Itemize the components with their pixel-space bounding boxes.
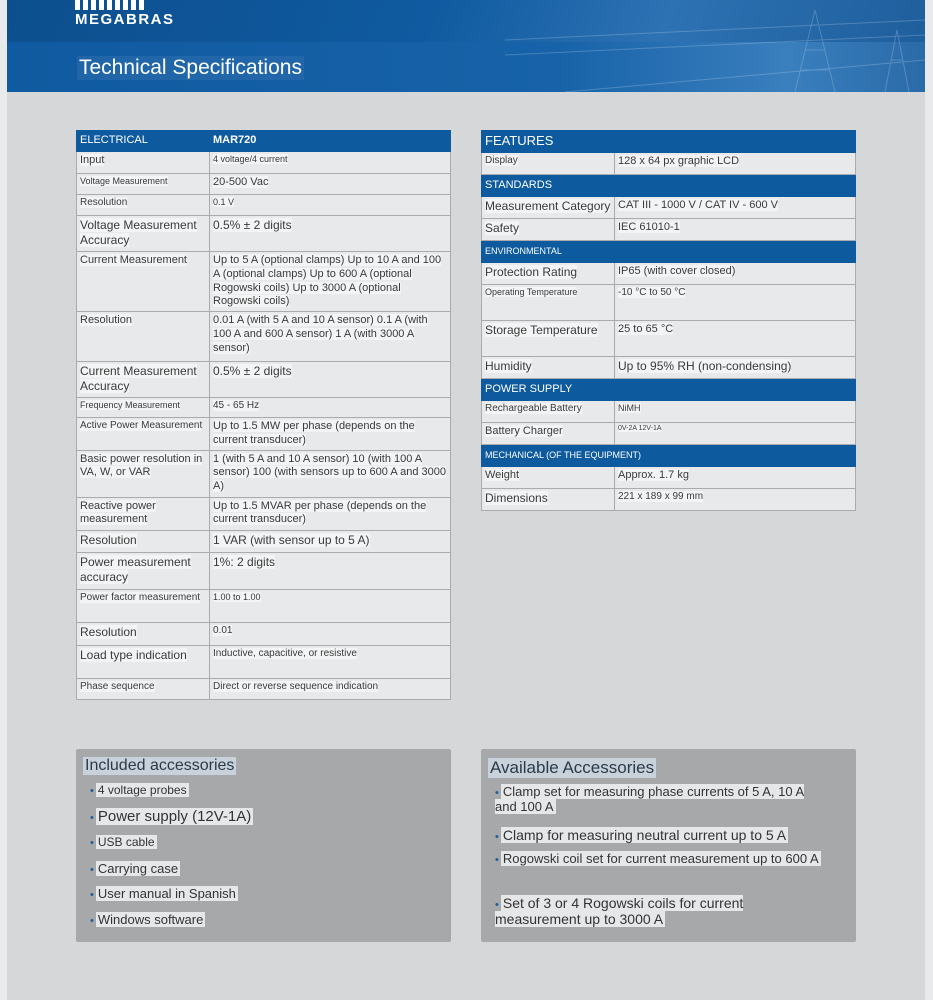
spec-value-cell bbox=[615, 285, 856, 321]
spec-value: 45 - 65 Hz bbox=[213, 400, 260, 411]
included-accessories-panel bbox=[76, 749, 451, 942]
spec-value: Inductive, capacitive, or resistive bbox=[213, 647, 357, 659]
section-title: FEATURES bbox=[485, 133, 554, 149]
spec-value: 0V-2A 12V-1A bbox=[618, 425, 662, 432]
bullet-icon: • bbox=[495, 787, 499, 799]
spec-value-cell bbox=[615, 467, 856, 489]
spec-label-cell bbox=[77, 362, 210, 398]
list-item bbox=[90, 835, 157, 849]
table-row bbox=[77, 418, 451, 451]
section-header-row bbox=[482, 175, 856, 197]
table-row bbox=[482, 467, 856, 489]
spec-value-cell bbox=[210, 589, 451, 622]
accessory-text: Power supply (12V-1A) bbox=[97, 808, 252, 825]
spec-value: 0.01 bbox=[213, 624, 233, 636]
accessory-text: 4 voltage probes bbox=[97, 783, 187, 797]
spec-value-cell bbox=[210, 530, 451, 552]
accessory-text: Carrying case bbox=[97, 861, 179, 876]
spec-value: Up to 1.5 MVAR per phase (depends on the current transducer) bbox=[213, 499, 427, 526]
table-row bbox=[482, 153, 856, 175]
spec-value: 1 (with 5 A and 10 A sensor) 10 (with 100 A sensor) 100 (with sensors up to 600 A and 3000 A) bbox=[213, 452, 446, 492]
table-row bbox=[482, 423, 856, 445]
table-row bbox=[482, 219, 856, 241]
spec-value: Up to 5 A (optional clamps) Up to 10 A and 100 A (optional clamps) Up to 600 A (optional Rogowski coils) Up to 3000 A (optional Rogowski coils) bbox=[213, 254, 442, 308]
spec-value: Approx. 1.7 kg bbox=[618, 469, 689, 481]
spec-label-cell bbox=[77, 450, 210, 497]
spec-value-cell bbox=[210, 552, 451, 589]
spec-value: 20-500 Vac bbox=[213, 176, 269, 188]
spec-value: 0.5% ± 2 digits bbox=[213, 364, 292, 378]
spec-label: Protection Rating bbox=[485, 265, 578, 279]
spec-label: Weight bbox=[485, 469, 520, 481]
spec-label-cell bbox=[77, 195, 210, 216]
spec-value: NiMH bbox=[618, 403, 641, 413]
spec-value: IP65 (with cover closed) bbox=[618, 265, 736, 277]
spec-value-cell bbox=[615, 219, 856, 241]
spec-value-cell bbox=[210, 398, 451, 418]
accessory-text: Rogowski coil set for current measurement up to 600 A bbox=[502, 851, 819, 866]
table-row bbox=[482, 357, 856, 379]
spec-label-cell bbox=[77, 645, 210, 678]
section-title: ENVIRONMENTAL bbox=[485, 245, 562, 256]
page-title: Technical Specifications bbox=[79, 56, 302, 79]
spec-value-cell bbox=[210, 195, 451, 216]
spec-label: Phase sequence bbox=[80, 680, 155, 692]
spec-label: Voltage Measurement Accuracy bbox=[80, 218, 197, 247]
table-row bbox=[77, 622, 451, 645]
spec-label: Input bbox=[80, 154, 105, 166]
table-row bbox=[482, 263, 856, 285]
section-header-cell bbox=[482, 175, 856, 197]
section-title: POWER SUPPLY bbox=[485, 382, 573, 395]
spec-label: Resolution bbox=[80, 624, 137, 639]
spec-value-cell bbox=[615, 197, 856, 219]
spec-label: Operating Temperature bbox=[485, 287, 578, 297]
spec-label: Rechargeable Battery bbox=[485, 403, 582, 414]
section-header-cell bbox=[482, 379, 856, 401]
bullet-icon: • bbox=[90, 915, 94, 927]
table-row bbox=[77, 398, 451, 418]
spec-label-cell bbox=[482, 357, 615, 379]
spec-value-cell bbox=[210, 497, 451, 530]
available-accessories-title: Available Accessories bbox=[490, 758, 655, 777]
spec-value: 1.00 to 1.00 bbox=[213, 591, 261, 602]
accessory-text: Set of 3 or 4 Rogowski coils for current measurement up to 3000 A bbox=[495, 895, 744, 927]
spec-value-cell bbox=[615, 489, 856, 511]
spec-label-cell bbox=[482, 197, 615, 219]
table-row bbox=[482, 197, 856, 219]
spec-value-cell bbox=[210, 152, 451, 174]
table-row bbox=[77, 174, 451, 195]
table-row bbox=[77, 450, 451, 497]
spec-label-cell bbox=[77, 497, 210, 530]
spec-label: Dimensions bbox=[485, 491, 548, 505]
table-header-row bbox=[77, 131, 451, 152]
spec-label-cell bbox=[77, 678, 210, 699]
bullet-icon: • bbox=[90, 889, 94, 901]
logo-bars-icon bbox=[75, 0, 175, 10]
spec-value: IEC 61010-1 bbox=[618, 221, 680, 233]
header-banner bbox=[7, 0, 925, 92]
spec-label-cell bbox=[482, 321, 615, 357]
spec-label-cell bbox=[77, 418, 210, 451]
spec-value-cell bbox=[210, 645, 451, 678]
table-header-cell bbox=[77, 131, 210, 152]
spec-value: -10 °C to 50 °C bbox=[618, 287, 686, 298]
spec-label-cell bbox=[77, 312, 210, 362]
spec-value: 25 to 65 °C bbox=[618, 323, 674, 335]
section-header-row bbox=[482, 445, 856, 467]
spec-value-cell bbox=[210, 216, 451, 252]
spec-label-cell bbox=[482, 153, 615, 175]
spec-label: Safety bbox=[485, 221, 520, 235]
spec-label: Power measurement accuracy bbox=[80, 554, 191, 584]
spec-value-cell bbox=[210, 174, 451, 195]
spec-label: Resolution bbox=[80, 532, 137, 547]
table-row bbox=[77, 312, 451, 362]
section-header-cell bbox=[482, 131, 856, 153]
spec-value: 1%: 2 digits bbox=[213, 554, 276, 569]
table-row bbox=[77, 195, 451, 216]
spec-label: Reactive power measurement bbox=[80, 499, 156, 526]
table-row bbox=[77, 645, 451, 678]
features-spec-table bbox=[481, 130, 856, 511]
list-item bbox=[90, 808, 253, 825]
table-row bbox=[77, 362, 451, 398]
spec-label-cell bbox=[77, 252, 210, 312]
table-row bbox=[77, 252, 451, 312]
spec-value-cell bbox=[210, 312, 451, 362]
spec-label: Active Power Measurement bbox=[80, 420, 203, 431]
table-row bbox=[77, 530, 451, 552]
table-row bbox=[77, 552, 451, 589]
spec-value-cell bbox=[210, 362, 451, 398]
spec-label-cell bbox=[77, 216, 210, 252]
spec-label: Display bbox=[485, 155, 518, 166]
included-accessories-title: Included accessories bbox=[85, 757, 235, 774]
spec-label-cell bbox=[482, 489, 615, 511]
spec-value: 1 VAR (with sensor up to 5 A) bbox=[213, 532, 370, 547]
accessory-text: Clamp set for measuring phase currents of 5 A, 10 A and 100 A bbox=[495, 784, 805, 814]
spec-label: Measurement Category bbox=[485, 199, 611, 213]
spec-value: 0.1 V bbox=[213, 197, 235, 207]
accessory-text: Clamp for measuring neutral current up to 5 A bbox=[502, 827, 787, 843]
bullet-icon: • bbox=[495, 854, 499, 866]
spec-label: Current Measurement bbox=[80, 254, 187, 266]
spec-label: Load type indication bbox=[80, 647, 187, 662]
accessory-text: Windows software bbox=[97, 912, 204, 927]
power-tower-graphic bbox=[505, 0, 925, 92]
spec-value-cell bbox=[615, 153, 856, 175]
table-row bbox=[482, 489, 856, 511]
spec-value-cell bbox=[210, 678, 451, 699]
list-item bbox=[90, 783, 189, 797]
bullet-icon: • bbox=[495, 899, 499, 911]
bullet-icon: • bbox=[90, 812, 94, 824]
spec-label: Frequency Measurement bbox=[80, 400, 181, 410]
table-header-cell bbox=[210, 131, 451, 152]
spec-label-cell bbox=[482, 423, 615, 445]
spec-label-cell bbox=[482, 263, 615, 285]
spec-label: Current Measurement Accuracy bbox=[80, 364, 197, 393]
spec-value-cell bbox=[210, 622, 451, 645]
list-item bbox=[495, 784, 825, 814]
spec-value: 4 voltage/4 current bbox=[213, 154, 288, 164]
table-row bbox=[77, 589, 451, 622]
section-title: MECHANICAL (OF THE EQUIPMENT) bbox=[485, 449, 642, 460]
spec-value-cell bbox=[615, 263, 856, 285]
spec-value: Up to 95% RH (non-condensing) bbox=[618, 359, 792, 373]
spec-value-cell bbox=[210, 418, 451, 451]
spec-label: Voltage Measurement bbox=[80, 176, 168, 186]
table-row bbox=[482, 321, 856, 357]
table-row bbox=[77, 152, 451, 174]
electrical-spec-table bbox=[76, 130, 451, 700]
list-item bbox=[495, 827, 825, 843]
spec-value: 128 x 64 px graphic LCD bbox=[618, 155, 740, 167]
section-title: STANDARDS bbox=[485, 178, 553, 191]
spec-value-cell bbox=[210, 450, 451, 497]
spec-label-cell bbox=[77, 552, 210, 589]
table-row bbox=[482, 285, 856, 321]
spec-label-cell bbox=[482, 401, 615, 423]
electrical-header-label: ELECTRICAL bbox=[80, 134, 148, 147]
bullet-icon: • bbox=[90, 837, 94, 849]
spec-value-cell bbox=[210, 252, 451, 312]
page-frame-right bbox=[925, 0, 933, 1000]
spec-label: Resolution bbox=[80, 314, 132, 326]
spec-value-cell bbox=[615, 401, 856, 423]
spec-value: 0.5% ± 2 digits bbox=[213, 218, 292, 232]
logo-text: MEGABRAS bbox=[75, 11, 175, 28]
page-frame-left bbox=[0, 0, 7, 1000]
spec-label-cell bbox=[77, 174, 210, 195]
list-item bbox=[90, 912, 205, 927]
spec-value: 0.01 A (with 5 A and 10 A sensor) 0.1 A (with 100 A and 600 A sensor) 1 A (with 3000 A sensor) bbox=[213, 314, 428, 354]
section-header-row bbox=[482, 241, 856, 263]
spec-value-cell bbox=[615, 321, 856, 357]
table-row bbox=[77, 216, 451, 252]
section-header-row bbox=[482, 131, 856, 153]
accessory-text: USB cable bbox=[97, 835, 155, 849]
available-accessories-panel bbox=[481, 749, 856, 942]
spec-label-cell bbox=[77, 530, 210, 552]
list-item bbox=[495, 895, 825, 927]
section-header-cell bbox=[482, 445, 856, 467]
spec-value-cell bbox=[615, 423, 856, 445]
spec-value-cell bbox=[615, 357, 856, 379]
spec-label: Battery Charger bbox=[485, 425, 563, 437]
spec-label: Basic power resolution in VA, W, or VAR bbox=[80, 452, 203, 479]
spec-value: CAT III - 1000 V / CAT IV - 600 V bbox=[618, 199, 778, 211]
spec-label: Resolution bbox=[80, 197, 128, 208]
list-item bbox=[90, 886, 238, 901]
bullet-icon: • bbox=[90, 785, 94, 797]
spec-label: Storage Temperature bbox=[485, 323, 598, 337]
list-item bbox=[90, 861, 180, 876]
spec-label-cell bbox=[482, 467, 615, 489]
brand-logo bbox=[75, 0, 175, 28]
spec-value: Up to 1.5 MW per phase (depends on the current transducer) bbox=[213, 420, 415, 446]
spec-label-cell bbox=[77, 398, 210, 418]
spec-label-cell bbox=[482, 219, 615, 241]
spec-value: Direct or reverse sequence indication bbox=[213, 680, 379, 692]
table-row bbox=[77, 678, 451, 699]
spec-value: 221 x 189 x 99 mm bbox=[618, 491, 704, 502]
bullet-icon: • bbox=[495, 831, 499, 843]
spec-label: Power factor measurement bbox=[80, 591, 201, 603]
spec-label-cell bbox=[77, 622, 210, 645]
spec-label-cell bbox=[482, 285, 615, 321]
spec-label: Humidity bbox=[485, 359, 532, 373]
table-row bbox=[77, 497, 451, 530]
spec-label-cell bbox=[77, 589, 210, 622]
section-header-cell bbox=[482, 241, 856, 263]
accessory-text: User manual in Spanish bbox=[97, 886, 236, 901]
list-item bbox=[495, 851, 835, 866]
bullet-icon: • bbox=[90, 864, 94, 876]
table-row bbox=[482, 401, 856, 423]
electrical-header-model: MAR720 bbox=[213, 134, 257, 147]
section-header-row bbox=[482, 379, 856, 401]
spec-label-cell bbox=[77, 152, 210, 174]
